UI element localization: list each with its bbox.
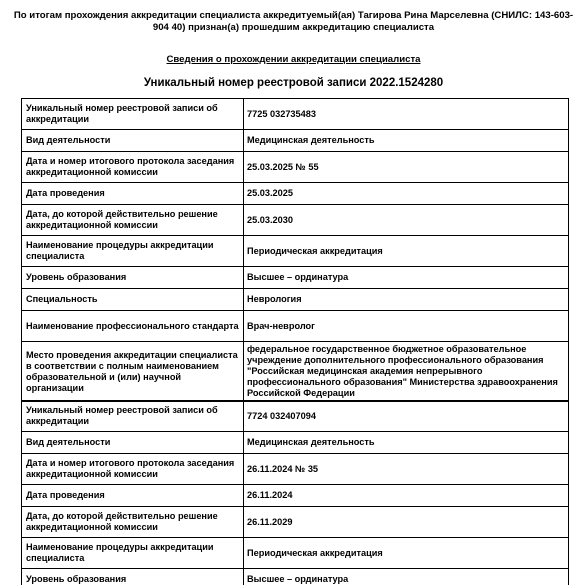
row-value: федеральное государственное бюджетное образовательное учреждение дополнительного профессионального образования "Российская медицинская академия непрерывного профессионального образования" Министерства здравоохранения Российской Федерации [244, 342, 569, 402]
row-value: Периодическая аккредитация [244, 236, 569, 267]
row-value: Высшее – ординатура [244, 267, 569, 289]
row-value: 26.11.2024 № 35 [244, 454, 569, 485]
row-label: Уровень образования [22, 267, 244, 289]
row-value: Периодическая аккредитация [244, 538, 569, 569]
row-label: Место проведения аккредитации специалиста в соответствии с полным наименованием образовательной и (или) научной организации [22, 342, 244, 402]
row-label: Дата и номер итогового протокола заседания аккредитационной комиссии [22, 454, 244, 485]
table-row [22, 152, 569, 183]
row-value: 7725 032735483 [244, 99, 569, 130]
table-row [22, 454, 569, 485]
row-label: Уникальный номер реестровой записи об аккредитации [22, 99, 244, 130]
table-row [22, 507, 569, 538]
registry-title: Уникальный номер реестровой записи 2022.1524280 [143, 77, 444, 89]
table-row [22, 342, 569, 402]
table-row [22, 99, 569, 130]
accreditation-table-2 [21, 400, 569, 585]
row-label: Дата, до которой действительно решение аккредитационной комиссии [22, 507, 244, 538]
row-value: 25.03.2030 [244, 205, 569, 236]
table-row [22, 311, 569, 342]
table-row [22, 236, 569, 267]
table-row [22, 130, 569, 152]
table-row [22, 569, 569, 585]
table-row [22, 289, 569, 311]
row-value: 7724 032407094 [244, 401, 569, 432]
row-label: Вид деятельности [22, 432, 244, 454]
row-label: Уровень образования [22, 569, 244, 585]
row-value: Медицинская деятельность [244, 432, 569, 454]
row-value: 25.03.2025 [244, 183, 569, 205]
accreditation-table-1 [21, 98, 569, 402]
row-label: Наименование профессионального стандарта [22, 311, 244, 342]
table-row [22, 267, 569, 289]
row-label: Дата и номер итогового протокола заседания аккредитационной комиссии [22, 152, 244, 183]
intro-text: По итогам прохождения аккредитации специалиста аккредитуемый(ая) Тагирова Рина Марселевна (СНИЛС: 143-603-904 40) признан(а) прошедшим аккредитацию специалиста [13, 10, 574, 33]
table-row [22, 205, 569, 236]
row-label: Вид деятельности [22, 130, 244, 152]
row-label: Уникальный номер реестровой записи об аккредитации [22, 401, 244, 432]
table-row [22, 432, 569, 454]
row-label: Специальность [22, 289, 244, 311]
row-value: Врач-невролог [244, 311, 569, 342]
row-value: 25.03.2025 № 55 [244, 152, 569, 183]
row-label: Дата, до которой действительно решение аккредитационной комиссии [22, 205, 244, 236]
table-row [22, 401, 569, 432]
row-label: Дата проведения [22, 183, 244, 205]
row-label: Дата проведения [22, 485, 244, 507]
row-label: Наименование процедуры аккредитации специалиста [22, 236, 244, 267]
table-row [22, 538, 569, 569]
table-row [22, 485, 569, 507]
row-value: 26.11.2024 [244, 485, 569, 507]
row-label: Наименование процедуры аккредитации специалиста [22, 538, 244, 569]
table-row [22, 183, 569, 205]
row-value: Медицинская деятельность [244, 130, 569, 152]
row-value: Неврология [244, 289, 569, 311]
section-title: Сведения о прохождении аккредитации специалиста [166, 54, 421, 65]
row-value: Высшее – ординатура [244, 569, 569, 585]
row-value: 26.11.2029 [244, 507, 569, 538]
